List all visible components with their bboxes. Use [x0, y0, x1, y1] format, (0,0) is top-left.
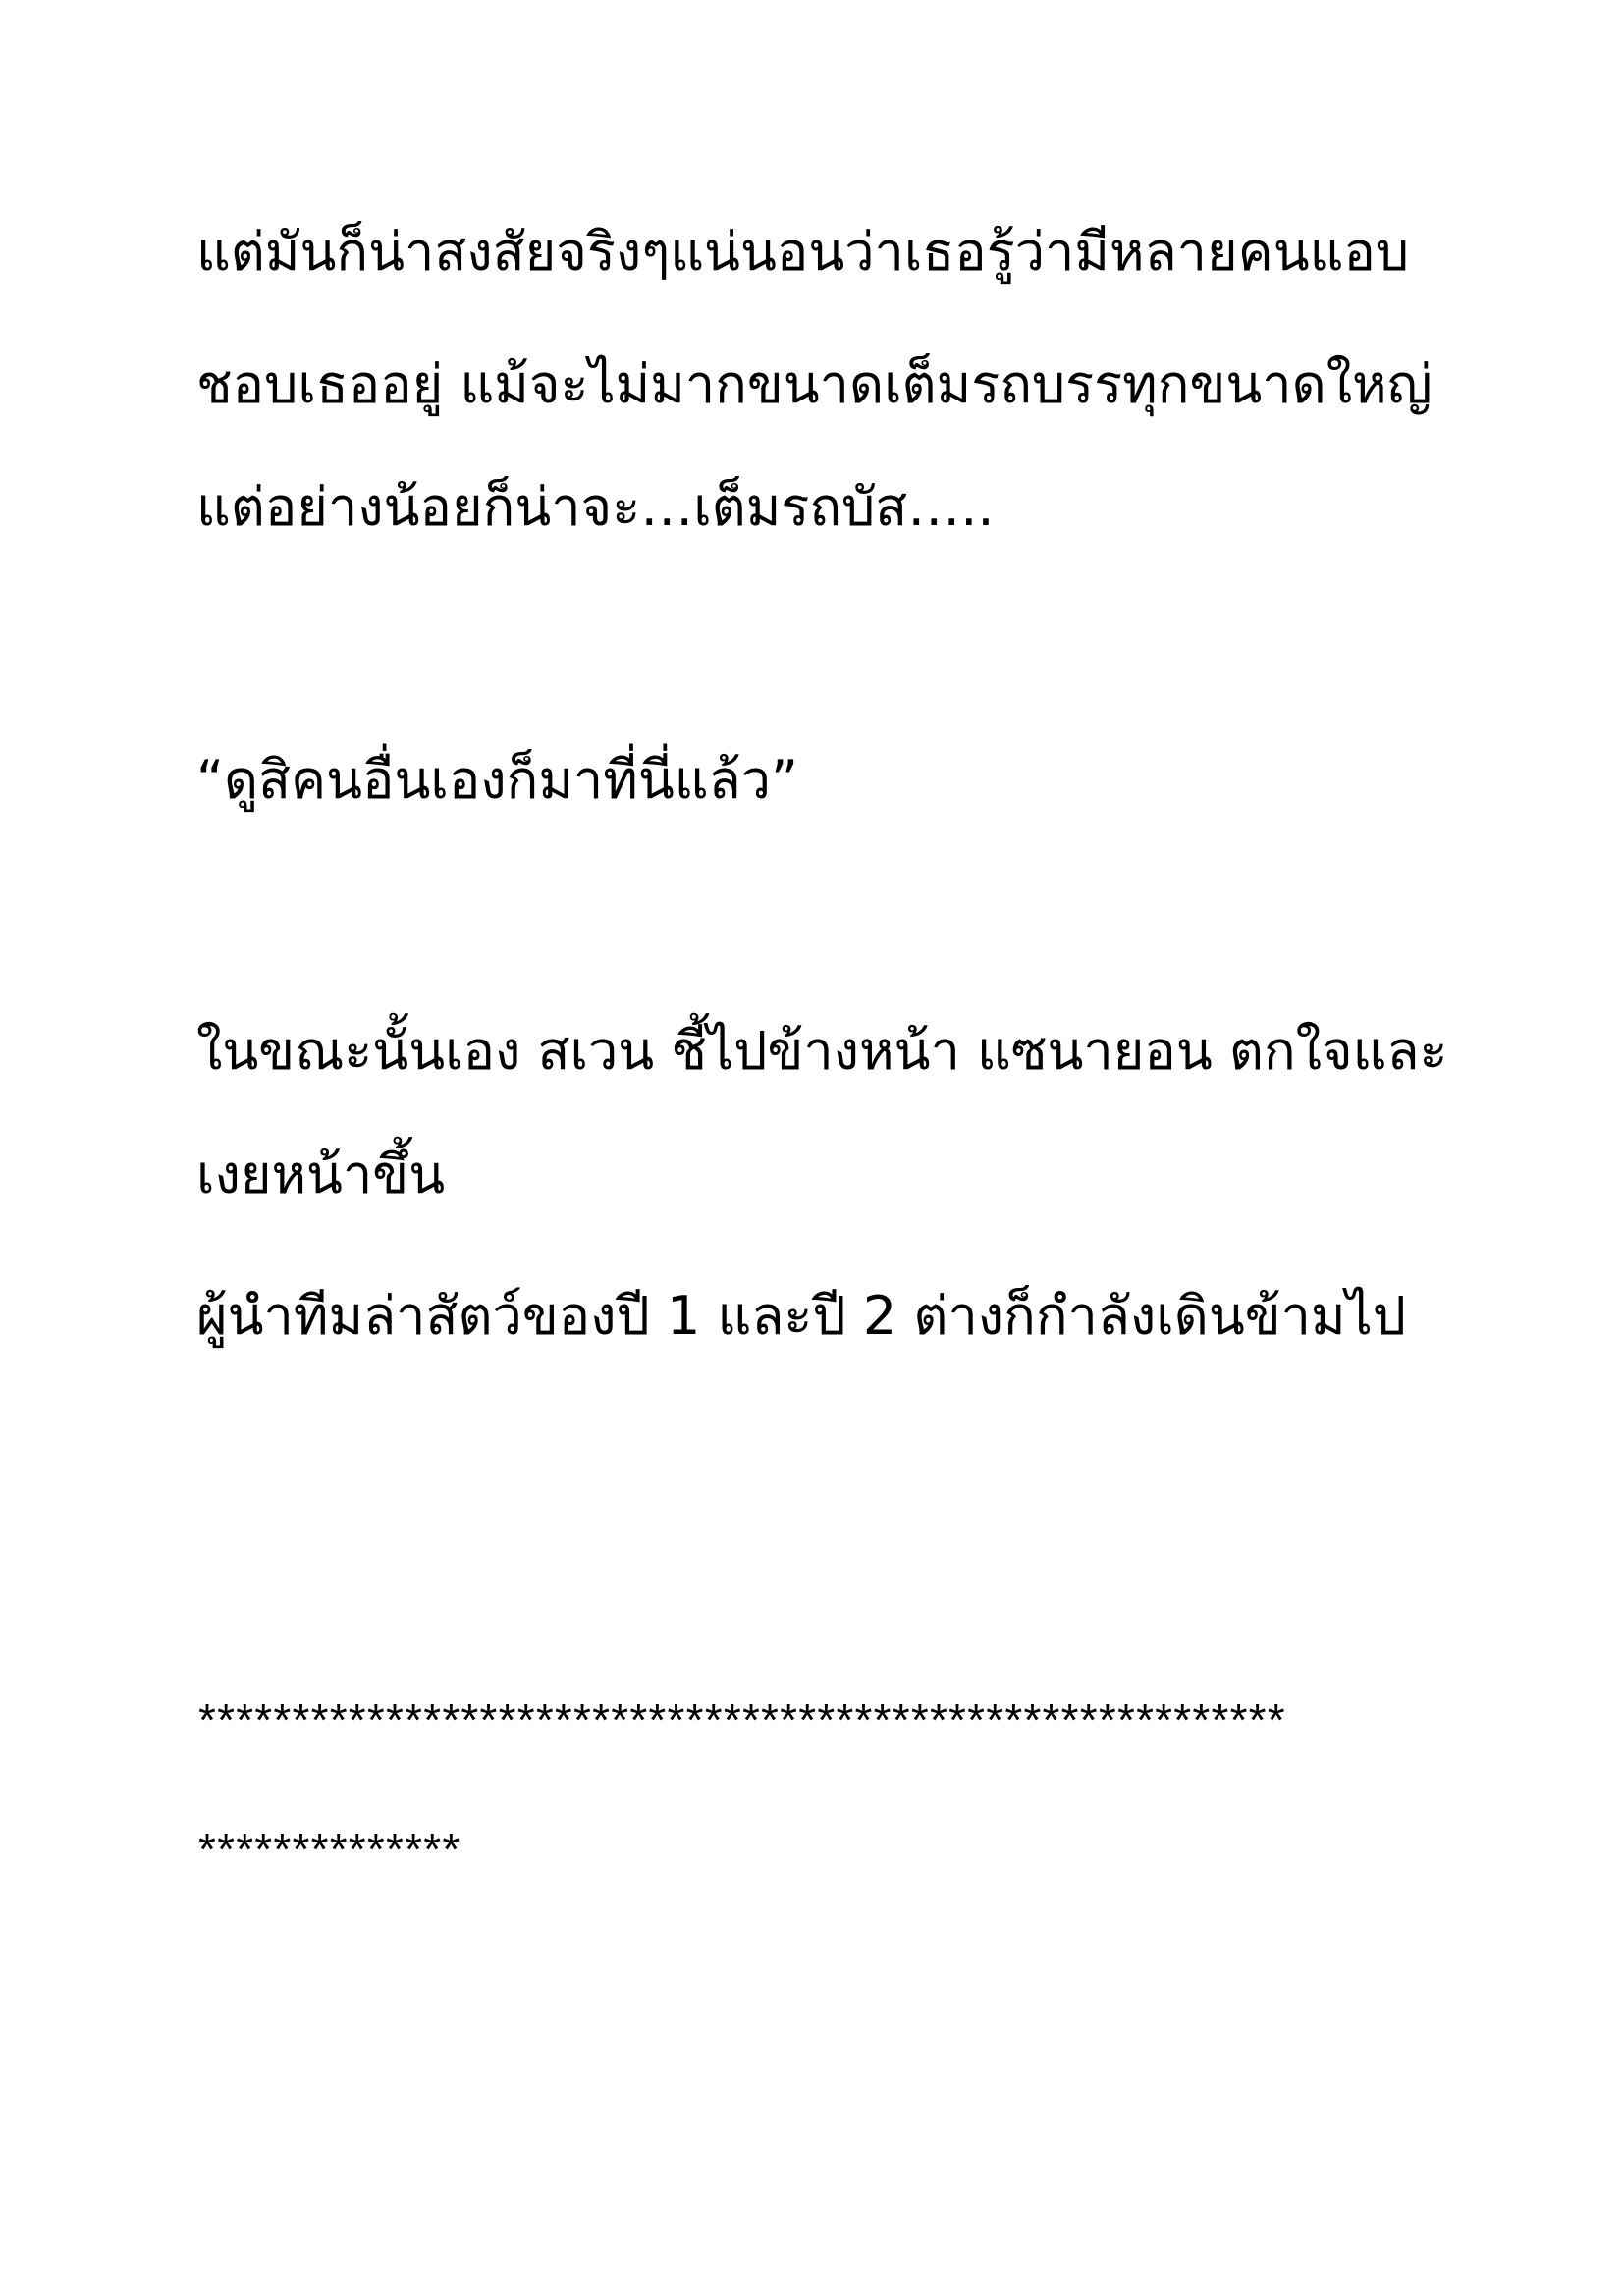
- separator-line: **************: [198, 1824, 461, 1875]
- paragraph-line: แต่อย่างน้อยก็น่าจะ…เต็มรถบัส…..: [196, 476, 995, 538]
- paragraph-line: ผู้นำทีมล่าสัตว์ของปี 1 และปี 2 ต่างก็กำลังเดินข้ามไป: [196, 1285, 1407, 1347]
- paragraph-line: แต่มันก็น่าสงสัยจริงๆแน่นอนว่าเธอรู้ว่ามีหลายคนแอบ: [196, 221, 1410, 283]
- dialogue-line: “ดูสิคนอื่นเองก็มาที่นี่แล้ว”: [196, 749, 798, 811]
- separator-line: **********************************************************: [198, 1694, 1286, 1745]
- paragraph-line: ในขณะนั้นเอง สเวน ชี้ไปข้างหน้า แซนายอน ตกใจและ: [196, 1020, 1448, 1082]
- paragraph-line: ชอบเธออยู่ แม้จะไม่มากขนาดเต็มรถบรรทุกขนาดใหญ่: [196, 353, 1433, 415]
- paragraph-line: เงยหน้าขึ้น: [196, 1144, 446, 1205]
